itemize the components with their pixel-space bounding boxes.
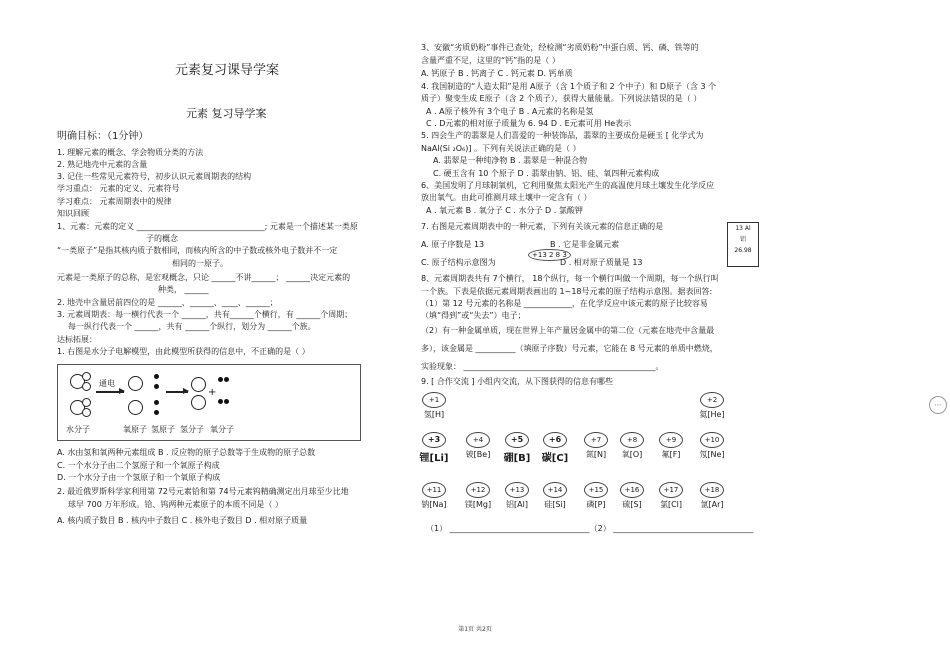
question-text: 1、元素：元素的定义 ________________________________; 元素是一个描述某一类原 bbox=[57, 222, 358, 231]
hydrogen-atom bbox=[82, 398, 91, 407]
element-atom bbox=[692, 432, 732, 460]
question-text: 元素是一类原子的总称，是宏观概念，只论 ______不讲______； ______决定元素的 bbox=[57, 273, 351, 282]
key-point: 学习重点： 元素的定义、元素符号 bbox=[57, 184, 180, 193]
question-text: 8、元素周期表共有 7个横行， 18个纵行，每一个横行叫做一个周期，每一个纵行叫 bbox=[421, 274, 719, 283]
option-text: B . 它是非金属元素 bbox=[550, 240, 620, 249]
review-heading: 知识回顾 bbox=[57, 209, 89, 218]
question-text: 放出氧气。由此可推测月球土壤中一定含有（ ） bbox=[421, 193, 592, 202]
element-mass: 26.98 bbox=[734, 247, 752, 254]
element-symbol: 锂[Li] bbox=[419, 453, 449, 464]
diagram-label: 氢分子 bbox=[180, 425, 204, 434]
element-symbol: 氢[H] bbox=[423, 410, 445, 419]
electrolysis-diagram bbox=[57, 364, 361, 441]
element-symbol: 钠[Na] bbox=[421, 500, 447, 509]
atom-nucleus-icon: +11 bbox=[422, 482, 446, 498]
element-atom bbox=[414, 432, 454, 464]
reaction-arrow bbox=[166, 391, 188, 393]
option-text: D. 一个水分子由一个氢原子和一个氧原子构成 bbox=[57, 473, 221, 482]
element-atom bbox=[497, 432, 537, 464]
question-text: 6、美国发明了月球制氧机，它利用聚焦太阳光产生的高温使月球土壤发生化学反应 bbox=[421, 181, 715, 190]
diagram-label: 氢原子 bbox=[151, 425, 175, 434]
option-text: C. 硬玉含有 10 个原子 D . 翡翠由钠、铝、硅、氧四种元素构成 bbox=[433, 169, 660, 178]
atom-nucleus-icon: +12 bbox=[466, 482, 490, 498]
element-atom bbox=[692, 482, 732, 510]
element-atom bbox=[535, 432, 575, 464]
atom-nucleus-icon: +10 bbox=[700, 432, 724, 448]
element-atom bbox=[414, 482, 454, 510]
question-text: 质子）聚变生成 E原子（含 2 个质子），获得大量能量。下列说法错误的是（ ） bbox=[421, 94, 702, 103]
question-text: 4. 我国制造的“人造太阳”是用 A原子（含 1个质子和 2 个中子）和 D原子（含 3 个 bbox=[421, 82, 717, 91]
diagram-label: 水分子 bbox=[66, 425, 90, 434]
element-atom bbox=[651, 432, 691, 460]
element-symbol: 氩[Ar] bbox=[700, 500, 724, 509]
oxygen-molecule-atom bbox=[191, 377, 206, 392]
element-atom bbox=[612, 482, 652, 510]
page-footer: 第1页 共2页 bbox=[458, 626, 492, 633]
diagram-label: 氧原子 bbox=[123, 425, 147, 434]
option-text: A. 翡翠是一种纯净物 B . 翡翠是一种混合物 bbox=[433, 156, 588, 165]
option-text: A. 钙原子 B . 钙离子 C . 钙元素 D. 钙单质 bbox=[421, 69, 573, 78]
diagram-label: 氧分子 bbox=[210, 425, 234, 434]
atom-nucleus-icon: +4 bbox=[466, 432, 490, 448]
element-symbol: 磷[P] bbox=[586, 500, 606, 509]
option-text: C . D元素的相对原子质量为 6. 94 D . E元素可用 He表示 bbox=[426, 119, 632, 128]
element-symbol: 硫[S] bbox=[622, 500, 642, 509]
hydrogen-atom bbox=[154, 400, 159, 405]
question-text: 5. 四会生产的翡翠是人们喜爱的一种装饰品，翡翠的主要成份是硬玉 [ 化学式为 bbox=[421, 131, 704, 140]
question-text: （1）第 12 号元素的名称是 ____________，在化学反应中该元素的原子比较容易 bbox=[421, 299, 708, 308]
element-atom bbox=[535, 482, 575, 510]
hydrogen-atom bbox=[82, 408, 91, 417]
atom-nucleus-icon: +2 bbox=[700, 392, 724, 408]
reaction-arrow bbox=[96, 391, 124, 393]
element-symbol: 铍[Be] bbox=[465, 450, 491, 459]
oxygen-atom bbox=[128, 376, 143, 391]
hydrogen-molecule-atom bbox=[224, 377, 229, 382]
question-text: 子的概念 bbox=[146, 234, 178, 243]
question-text: 7. 右图是元素周期表中的一种元素，下列有关该元素的信息正确的是 bbox=[421, 222, 664, 231]
question-text: 2. 地壳中含量居前四位的是 ______、______、____、______； bbox=[57, 298, 278, 307]
hydrogen-atom bbox=[154, 374, 159, 379]
question-text: “一类原子”是指其核内质子数相同，而核内所含的中子数或核外电子数并不一定 bbox=[57, 246, 338, 255]
question-text: 一个族。下表是依据元素周期表画出的 1~18号元素的原子结构示意图。据表回答: bbox=[421, 287, 713, 296]
element-atom bbox=[458, 482, 498, 510]
hydrogen-atom bbox=[154, 410, 159, 415]
atom-nucleus-icon: +7 bbox=[584, 432, 608, 448]
hydrogen-atom bbox=[82, 372, 91, 381]
goal-item: 3. 记住一些常见元素符号，初步认识元素周期表的结构 bbox=[57, 172, 252, 181]
element-symbol: 氮[N] bbox=[585, 450, 607, 459]
question-text: 相同的一原子。 bbox=[172, 259, 228, 268]
element-atom bbox=[692, 392, 732, 420]
oxygen-molecule-atom bbox=[191, 395, 206, 410]
element-symbol: 硅[Si] bbox=[544, 500, 566, 509]
goal-item: 2. 熟记地壳中元素的含量 bbox=[57, 160, 148, 169]
question-text: 实验现象： ________________________________________________。 bbox=[421, 362, 664, 371]
answer-lines: （1） ___________________________________（2） ___________________________________ bbox=[426, 524, 754, 533]
question-text: （2）有一种金属单质，现在世界上年产量居金属中的第二位（元素在地壳中含量最 bbox=[421, 326, 715, 335]
condition-label: 通电 bbox=[99, 379, 115, 388]
goal-item: 1. 理解元素的概念、学会物质分类的方法 bbox=[57, 148, 204, 157]
question-text: 2. 最近俄罗斯科学家利用第 72号元素铪和第 74号元素钨精确测定出月球至少比地 bbox=[57, 487, 349, 496]
element-symbol: 氧[O] bbox=[621, 450, 643, 459]
atom-nucleus-icon: +5 bbox=[505, 432, 529, 448]
question-text: 含量严重不足，这里的“钙”指的是（ ） bbox=[421, 56, 560, 65]
element-atom bbox=[576, 482, 616, 510]
element-atom bbox=[458, 432, 498, 460]
atom-nucleus-icon: +15 bbox=[584, 482, 608, 498]
option-text: A . 氧元素 B . 氧分子 C . 水分子 D . 氯酸钾 bbox=[426, 206, 583, 215]
sub-title: 元素 复习导学案 bbox=[186, 107, 267, 120]
element-atom bbox=[576, 432, 616, 460]
question-text: NaAl(Si ₂O₆)] 。下列有关说法正确的是（ ） bbox=[421, 144, 581, 153]
option-text: A. 原子序数是 13 bbox=[421, 240, 485, 249]
atom-nucleus-icon: +6 bbox=[543, 432, 567, 448]
expand-heading: 达标拓展： bbox=[57, 335, 97, 344]
element-symbol: 氯[Cl] bbox=[659, 500, 683, 509]
difficulty: 学习难点： 元素周期表中的规律 bbox=[57, 197, 172, 206]
atom-nucleus-icon: +3 bbox=[422, 432, 446, 448]
main-title: 元素复习课导学案 bbox=[175, 63, 280, 78]
atom-nucleus-icon: +9 bbox=[659, 432, 683, 448]
question-text: 每一纵行代表一个 ______，共有 ______个纵行，划分为 ______个族。 bbox=[68, 322, 316, 331]
element-symbol: 氖[Ne] bbox=[699, 450, 725, 459]
option-text: C. 一个水分子由二个氢原子和一个氧原子构成 bbox=[57, 461, 220, 470]
expand-icon[interactable]: ⋯ bbox=[929, 396, 947, 414]
question-text: 种类， ______ bbox=[158, 285, 209, 294]
option-text: C. 原子结构示意图为 bbox=[421, 258, 496, 267]
question-text: 1. 右图是水分子电解模型，由此模型所获得的信息中，不正确的是（ ） bbox=[57, 347, 310, 356]
atom-nucleus-icon: +18 bbox=[700, 482, 724, 498]
atom-nucleus-icon: +8 bbox=[620, 432, 644, 448]
option-text: A . A原子核外有 3个电子 B . A元素的名称是氢 bbox=[426, 107, 594, 116]
element-symbol: 氦[He] bbox=[699, 410, 725, 419]
element-atom bbox=[497, 482, 537, 510]
element-symbol: 碳[C] bbox=[541, 453, 569, 464]
element-symbol: 铝[Al] bbox=[506, 500, 528, 509]
atom-nucleus-icon: +14 bbox=[543, 482, 567, 498]
question-text: （填“得到”或“失去”）电子； bbox=[421, 311, 526, 320]
question-text: 多），该金属是 __________（填原子序数）号元素，它能在 8 号元素的单质中燃烧， bbox=[421, 344, 718, 353]
option-text: A. 核内质子数目 B . 核内中子数目 C . 核外电子数目 D . 相对原子质量 bbox=[57, 516, 308, 525]
element-number: 13 Al bbox=[735, 225, 751, 232]
aluminum-element-card bbox=[727, 222, 759, 267]
atom-nucleus-icon: +1 bbox=[422, 392, 446, 408]
option-text: A. 水由氢和氧两种元素组成 B . 反应物的原子总数等于生成物的原子总数 bbox=[57, 448, 316, 457]
atom-nucleus-icon: +17 bbox=[659, 482, 683, 498]
question-text: 3、安徽“劣质奶粉”事件已查处，经检测“劣质奶粉”中蛋白质、钙、磷、铁等的 bbox=[421, 43, 699, 52]
element-name: 铝 bbox=[739, 236, 746, 243]
element-atom bbox=[651, 482, 691, 510]
hydrogen-atom bbox=[154, 384, 159, 389]
atom-nucleus-icon: +16 bbox=[620, 482, 644, 498]
atom-nucleus-icon: +13 bbox=[505, 482, 529, 498]
hydrogen-molecule-atom bbox=[224, 399, 229, 404]
hydrogen-molecule-atom bbox=[218, 399, 223, 404]
element-symbol: 氟[F] bbox=[661, 450, 681, 459]
hydrogen-molecule-atom bbox=[218, 377, 223, 382]
element-symbol: 硼[B] bbox=[503, 453, 531, 464]
element-atom bbox=[612, 432, 652, 460]
hydrogen-atom bbox=[82, 382, 91, 391]
element-symbol: 镁[Mg] bbox=[464, 500, 492, 509]
oxygen-atom bbox=[128, 400, 143, 415]
plus-sign: + bbox=[208, 387, 217, 398]
question-text: 9. [ 合作交流 ] 小组内交流，从下图获得的信息有哪些 bbox=[421, 377, 614, 386]
goal-heading: 明确目标：（1分钟） bbox=[57, 131, 149, 142]
atom-structure-diagram: +13 2 8 3 bbox=[528, 249, 571, 261]
question-text: 球早 700 万年形成。铪、钨两种元素原子的本质不同是（ ） bbox=[68, 500, 283, 509]
option-text: D . 相对原子质量是 13 bbox=[560, 258, 643, 267]
element-atom bbox=[414, 392, 454, 420]
question-text: 3. 元素周期表：每一横行代表一个 ______，共有______个横行，有 ______个周期； bbox=[57, 310, 353, 319]
